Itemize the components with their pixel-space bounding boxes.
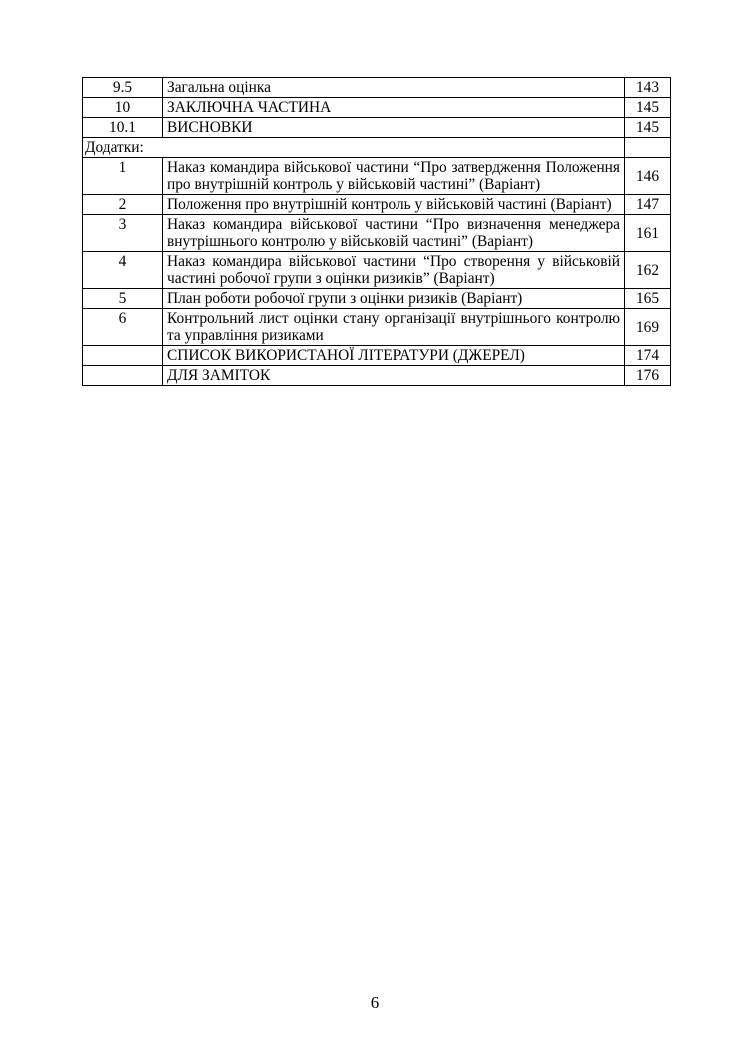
table-row: [83, 252, 671, 289]
table-row: [83, 98, 671, 118]
toc-title: ЗАКЛЮЧНА ЧАСТИНА: [163, 98, 625, 118]
toc-page: 174: [625, 346, 671, 366]
table-row: [83, 346, 671, 366]
appendix-page: 169: [625, 309, 671, 346]
appendix-page: 147: [625, 195, 671, 215]
appendix-page: 146: [625, 158, 671, 195]
toc-number: 10.1: [83, 118, 163, 138]
appendix-title: Положення про внутрішній контроль у військовій частині (Варіант): [163, 195, 625, 215]
appendix-title: Наказ командира військової частини “Про створення у військовій частині робочої групи з оцінки ризиків” (Варіант): [163, 252, 625, 289]
appendix-number: 5: [83, 289, 163, 309]
toc-title: ДЛЯ ЗАМІТОК: [163, 366, 625, 386]
table-row: [83, 118, 671, 138]
appendix-page: 162: [625, 252, 671, 289]
appendix-title: Контрольний лист оцінки стану організації внутрішнього контролю та управління ризиками: [163, 309, 625, 346]
table-row: [83, 158, 671, 195]
table-of-contents: [82, 77, 671, 386]
toc-title: Загальна оцінка: [163, 78, 625, 98]
appendix-number: 4: [83, 252, 163, 289]
table-row: [83, 78, 671, 98]
toc-page-empty: [625, 138, 671, 158]
toc-title: СПИСОК ВИКОРИСТАНОЇ ЛІТЕРАТУРИ (ДЖЕРЕЛ): [163, 346, 625, 366]
appendices-label: Додатки:: [83, 138, 625, 158]
appendix-page: 161: [625, 215, 671, 252]
table-row-appendices-label: [83, 138, 671, 158]
table-row: [83, 215, 671, 252]
toc-number: 9.5: [83, 78, 163, 98]
table-row: [83, 195, 671, 215]
appendix-number: 3: [83, 215, 163, 252]
toc-page: 145: [625, 98, 671, 118]
appendix-page: 165: [625, 289, 671, 309]
appendix-number: 1: [83, 158, 163, 195]
table-row: [83, 309, 671, 346]
appendix-number: 6: [83, 309, 163, 346]
toc-page: 145: [625, 118, 671, 138]
appendix-title: План роботи робочої групи з оцінки ризиків (Варіант): [163, 289, 625, 309]
table-row: [83, 289, 671, 309]
table-row: [83, 366, 671, 386]
toc-page: 143: [625, 78, 671, 98]
appendix-number: 2: [83, 195, 163, 215]
toc-number: [83, 346, 163, 366]
appendix-title: Наказ командира військової частини “Про затвердження Положення про внутрішній контроль у військовій частині” (Варіант): [163, 158, 625, 195]
page-number: 6: [370, 993, 380, 1012]
toc-number: [83, 366, 163, 386]
appendix-title: Наказ командира військової частини “Про визначення менеджера внутрішнього контролю у військовій частині” (Варіант): [163, 215, 625, 252]
toc-number: 10: [83, 98, 163, 118]
toc-title: ВИСНОВКИ: [163, 118, 625, 138]
toc-page: 176: [625, 366, 671, 386]
